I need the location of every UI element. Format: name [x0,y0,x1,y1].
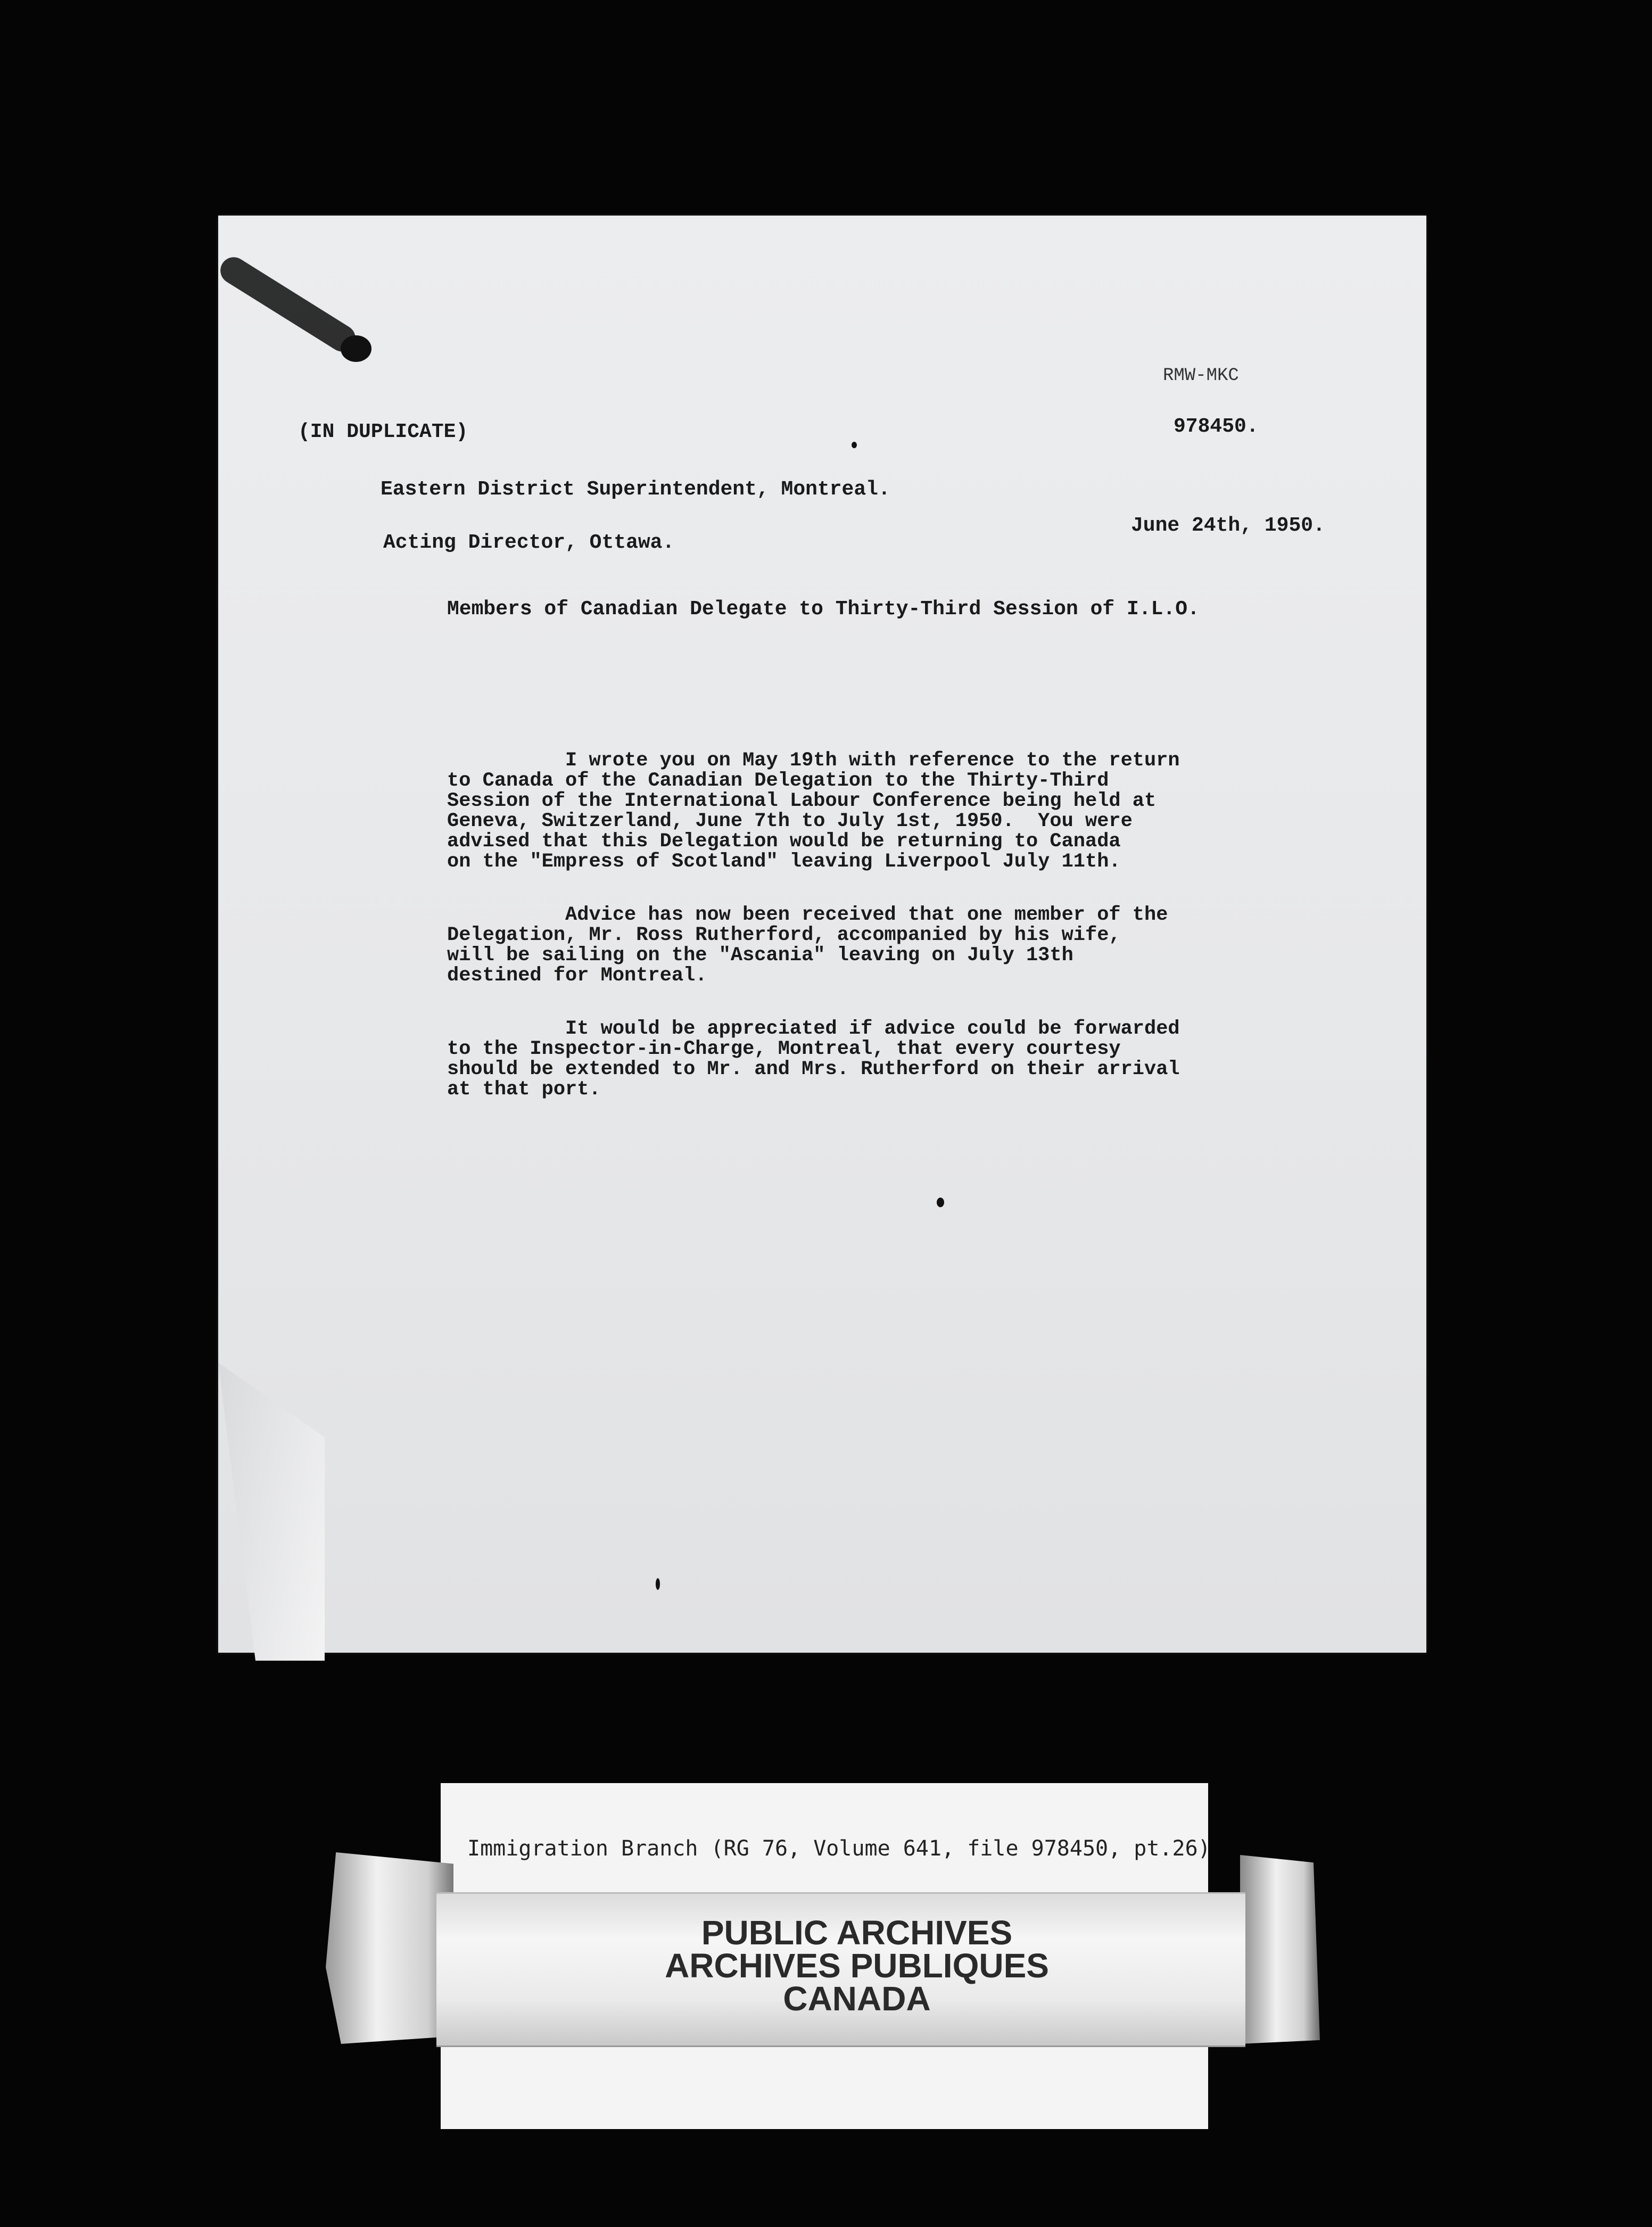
stamp-line: CANADA [783,1979,931,2018]
body-line: I wrote you on May 19th with reference to the return [447,749,1180,772]
body-line: to Canada of the Canadian Delegation to the Thirty-Third [447,770,1109,792]
tape-strip-left [326,1852,453,2044]
paragraph [447,905,1256,986]
paragraph [447,750,1256,872]
body-line: at that port. [447,1078,601,1101]
body-line: to the Inspector-in-Charge, Montreal, that every courtesy [447,1038,1121,1060]
body-line: Session of the International Labour Conference being held at [447,790,1157,812]
sender-line: Acting Director, Ottawa. [383,531,675,554]
ink-speck [852,442,857,448]
ink-speck [937,1198,944,1207]
tape-strip-right [1240,1855,1320,2044]
file-number: 978450. [1174,415,1259,438]
ink-speck [656,1578,660,1590]
recipient-line: Eastern District Superintendent, Montreal. [381,478,890,501]
body-line: will be sailing on the "Ascania" leaving on July 13th [447,944,1073,967]
stamp-line: PUBLIC ARCHIVES [701,1913,1013,1952]
letter-date: June 24th, 1950. [1131,514,1325,537]
reference-initials: RMW-MKC [1163,366,1239,386]
body-line: It would be appreciated if advice could be forwarded [447,1018,1180,1040]
archive-stamp [628,1913,1086,2018]
stamp-line: ARCHIVES PUBLIQUES [665,1946,1049,1985]
paragraph [447,1019,1256,1100]
body-line: should be extended to Mr. and Mrs. Rutherford on their arrival [447,1058,1180,1080]
body-line: Delegation, Mr. Ross Rutherford, accompanied by his wife, [447,924,1121,946]
archive-caption: Immigration Branch (RG 76, Volume 641, file 978450, pt.26) [467,1836,1211,1861]
body-line: advised that this Delegation would be returning to Canada [447,830,1121,853]
body-line: destined for Montreal. [447,964,707,987]
body-line: Geneva, Switzerland, June 7th to July 1st, 1950. You were [447,810,1133,832]
body-line: Advice has now been received that one member of the [447,904,1168,926]
staple-hole [341,335,371,362]
body-line: on the "Empress of Scotland" leaving Liverpool July 11th. [447,851,1121,873]
subject-line: Members of Canadian Delegate to Thirty-Third Session of I.L.O. [447,598,1200,621]
duplicate-note: (IN DUPLICATE) [298,420,468,443]
letter-body [447,750,1256,1133]
